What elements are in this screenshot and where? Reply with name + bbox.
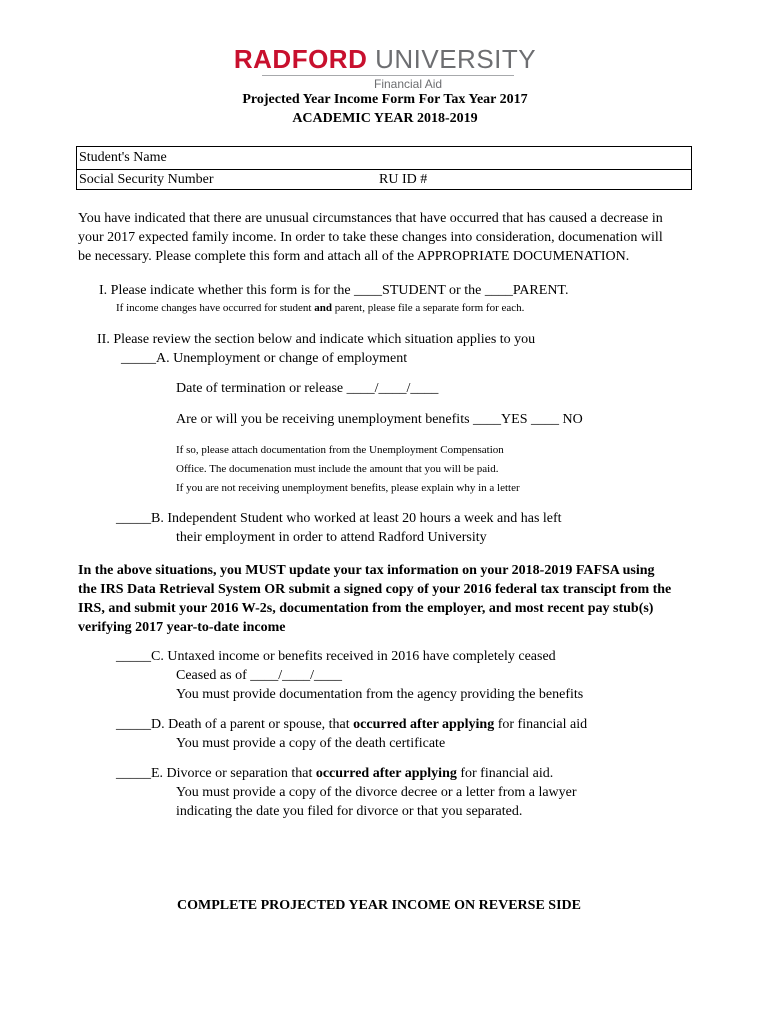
option-a-note-2: Office. The documenation must include the amount that you will be paid. [176, 463, 499, 475]
student-name-label: Student's Name [79, 150, 167, 165]
option-c-line-3: You must provide documentation from the agency providing the benefits [176, 687, 584, 702]
academic-year: ACADEMIC YEAR 2018-2019 [292, 111, 478, 126]
form-title: Projected Year Income Form For Tax Year 2017 [242, 92, 528, 107]
intro-line-2: your 2017 expected family income. In order to take these changes into consideration, documenation will [78, 230, 663, 245]
section-1-note [116, 300, 524, 316]
option-a-note-1: If so, please attach documentation from the Unemployment Compensation [176, 444, 504, 456]
option-d-line-1 [116, 715, 587, 734]
option-e-bold: occurred after applying [315, 766, 457, 781]
option-e-line-2: You must provide a copy of the divorce decree or a letter from a lawyer [176, 785, 577, 800]
section-1-note-text-end: parent, please file a separate form for each. [331, 302, 525, 314]
termination-date-line: Date of termination or release ____/____/____ [176, 381, 439, 396]
section-2-heading: II. Please review the section below and indicate which situation applies to you [97, 332, 536, 347]
option-c-ceased-date: Ceased as of ____/____/____ [176, 668, 343, 683]
option-e-text-end: for financial aid. [456, 766, 554, 781]
student-info-box [76, 146, 692, 190]
intro-line-1: You have indicated that there are unusual circumstances that have occurred that has caused a decrease in [78, 211, 663, 226]
ssn-row[interactable] [77, 169, 691, 191]
option-d-line-2: You must provide a copy of the death certificate [176, 736, 446, 751]
logo-financial-aid: Financial Aid [374, 77, 443, 91]
option-e-text: _____E. Divorce or separation that [116, 766, 316, 781]
option-d-bold: occurred after applying [353, 717, 495, 732]
university-logo [0, 44, 770, 74]
option-d-text-end: for financial aid [494, 717, 588, 732]
notice-line-4: verifying 2017 year-to-date income [78, 620, 286, 635]
student-name-row[interactable] [77, 147, 691, 170]
notice-line-1: In the above situations, you MUST update your tax information on your 2018-2019 FAFSA using [78, 563, 655, 578]
option-d-text: _____D. Death of a parent or spouse, that [116, 717, 354, 732]
section-1-note-text: If income changes have occurred for student [116, 302, 315, 314]
logo-university: UNIVERSITY [375, 44, 537, 74]
logo-radford: RADFORD [233, 44, 368, 74]
unemployment-benefits-line: Are or will you be receiving unemployment benefits ____YES ____ NO [176, 412, 583, 427]
notice-line-3: IRS, and submit your 2016 W-2s, documentation from the employer, and most recent pay stub(s) [78, 601, 654, 616]
ssn-label: Social Security Number [79, 172, 214, 187]
option-b-line-2: their employment in order to attend Radford University [176, 530, 487, 545]
option-c-line-1: _____C. Untaxed income or benefits received in 2016 have completely ceased [116, 649, 556, 664]
intro-line-3: be necessary. Please complete this form and attach all of the APPROPRIATE DOCUMENATION. [78, 249, 630, 264]
option-e-line-1 [116, 764, 553, 783]
option-e-line-3: indicating the date you filed for divorce or that you separated. [176, 804, 523, 819]
option-b-line-1: _____B. Independent Student who worked at least 20 hours a week and has left [116, 511, 562, 526]
logo-divider [262, 75, 514, 76]
reverse-side-notice: COMPLETE PROJECTED YEAR INCOME ON REVERSE SIDE [177, 898, 581, 913]
section-1-line: I. Please indicate whether this form is for the ____STUDENT or the ____PARENT. [99, 283, 569, 298]
section-1-note-bold: and [314, 302, 332, 314]
option-a-line: _____A. Unemployment or change of employment [121, 351, 408, 366]
notice-line-2: the IRS Data Retrieval System OR submit a signed copy of your 2016 federal tax transcipt from the [78, 582, 672, 597]
option-a-note-3: If you are not receiving unemployment benefits, please explain why in a letter [176, 482, 520, 494]
ru-id-label: RU ID # [379, 172, 428, 187]
